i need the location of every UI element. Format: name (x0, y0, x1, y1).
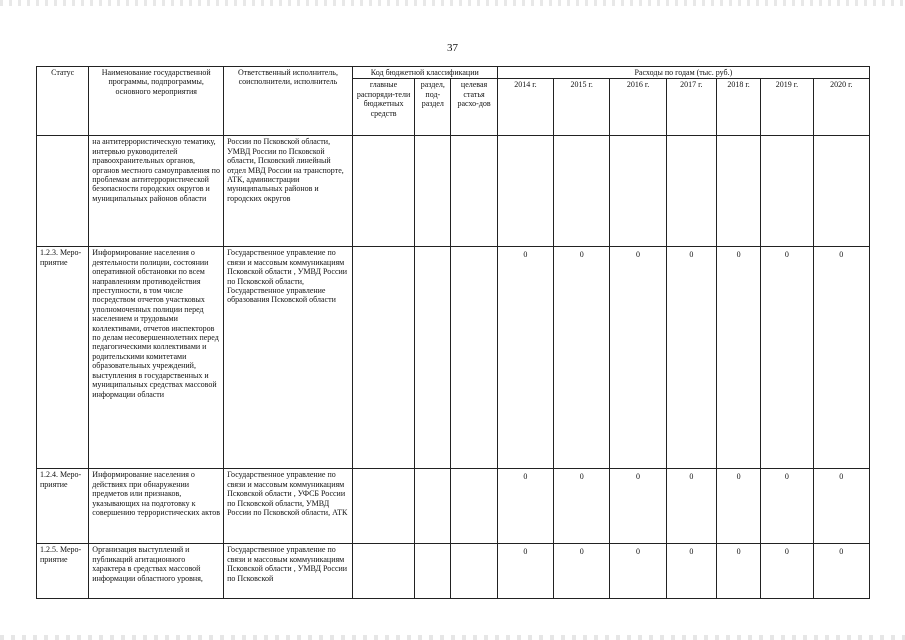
table-row (37, 469, 870, 544)
header-responsible: Ответственный исполнитель, соисполнители, исполнитель (224, 67, 353, 136)
row-value: 0 (666, 469, 716, 544)
row-main-manager (352, 247, 414, 469)
row-value: 0 (761, 544, 813, 599)
header-year: 2018 г. (717, 79, 761, 136)
header-year: 2014 г. (497, 79, 553, 136)
row-status: 1.2.4. Меро-приятие (37, 469, 89, 544)
header-section: раздел, под-раздел (415, 79, 451, 136)
row-expense-item (451, 247, 497, 469)
row-value: 0 (497, 247, 553, 469)
row-value: 0 (497, 544, 553, 599)
row-value: 0 (610, 469, 666, 544)
header-main-manager: главные распоряди-тели бюджетных средств (352, 79, 414, 136)
budget-table (36, 66, 870, 599)
row-value: 0 (761, 247, 813, 469)
row-value (717, 136, 761, 247)
row-value: 0 (666, 247, 716, 469)
row-name: Организация выступлений и публикаций агитационного характера в средствах массовой информации областного уровня, (89, 544, 224, 599)
row-value: 0 (717, 247, 761, 469)
row-name: Информирование населения о действиях при обнаружении предметов или признаков, указывающих на подготовку к совершению террористических актов (89, 469, 224, 544)
row-value: 0 (610, 247, 666, 469)
row-value: 0 (813, 544, 869, 599)
row-section (415, 247, 451, 469)
row-value: 0 (666, 544, 716, 599)
header-budget-code: Код бюджетной классификации (352, 67, 497, 79)
row-value: 0 (497, 469, 553, 544)
header-expense-item: целевая статья расхо-дов (451, 79, 497, 136)
row-responsible: Государственное управление по связи и массовым коммуникациям Псковской области , УМВД России по Псковской области, Государственное управление образования Псковской области (224, 247, 353, 469)
row-section (415, 136, 451, 247)
row-section (415, 469, 451, 544)
row-value (761, 136, 813, 247)
row-value (497, 136, 553, 247)
scan-edge-top (0, 0, 905, 6)
page-number: 37 (447, 42, 458, 54)
table-row (37, 247, 870, 469)
row-value: 0 (610, 544, 666, 599)
header-name: Наименование государственной программы, подпрограммы, основного мероприятия (89, 67, 224, 136)
header-expenses: Расходы по годам (тыс. руб.) (497, 67, 869, 79)
row-value: 0 (554, 247, 610, 469)
scan-edge-bottom (0, 635, 905, 640)
row-main-manager (352, 469, 414, 544)
row-value (666, 136, 716, 247)
row-value: 0 (717, 544, 761, 599)
row-value: 0 (761, 469, 813, 544)
header-row-1 (37, 67, 870, 79)
row-value: 0 (813, 469, 869, 544)
row-value: 0 (717, 469, 761, 544)
row-status (37, 136, 89, 247)
header-year: 2016 г. (610, 79, 666, 136)
table-row (37, 544, 870, 599)
row-value (554, 136, 610, 247)
table-row (37, 136, 870, 247)
row-section (415, 544, 451, 599)
row-value: 0 (813, 247, 869, 469)
row-responsible: Государственное управление по связи и массовым коммуникациям Псковской области , УМВД России по Псковской (224, 544, 353, 599)
row-value (813, 136, 869, 247)
row-status: 1.2.5. Меро-приятие (37, 544, 89, 599)
row-responsible: России по Псковской области, УМВД России по Псковской области, Псковский линейный отдел МВД России на транспорте, АТК, администрации муниципальных районов и городских округов (224, 136, 353, 247)
header-status: Статус (37, 67, 89, 136)
header-year: 2015 г. (554, 79, 610, 136)
row-name: на антитеррористическую тематику, интервью руководителей правоохранительных органов, органов местного самоуправления по проблемам антитеррористической безопасности городских округов и муниципальных районов области (89, 136, 224, 247)
row-main-manager (352, 136, 414, 247)
row-status: 1.2.3. Меро-приятие (37, 247, 89, 469)
row-expense-item (451, 136, 497, 247)
row-main-manager (352, 544, 414, 599)
row-value: 0 (554, 544, 610, 599)
header-year: 2019 г. (761, 79, 813, 136)
row-expense-item (451, 544, 497, 599)
row-expense-item (451, 469, 497, 544)
row-responsible: Государственное управление по связи и массовым коммуникациям Псковской области , УФСБ России по Псковской области, УМВД России по Псковской области, АТК (224, 469, 353, 544)
header-year: 2017 г. (666, 79, 716, 136)
row-value: 0 (554, 469, 610, 544)
header-year: 2020 г. (813, 79, 869, 136)
row-name: Информирование населения о деятельности полиции, состоянии оперативной обстановки по всем направлениям противодействия преступности, в том числе посредством отчетов участковых уполномоченных полиции перед населением и трудовыми коллективами, отчетов инспекторов по делам несовершеннолетних перед педагогическими коллективами и родительскими комитетами образовательных учреждений, выступления в государственных и муниципальных средствах массовой информации области (89, 247, 224, 469)
row-value (610, 136, 666, 247)
